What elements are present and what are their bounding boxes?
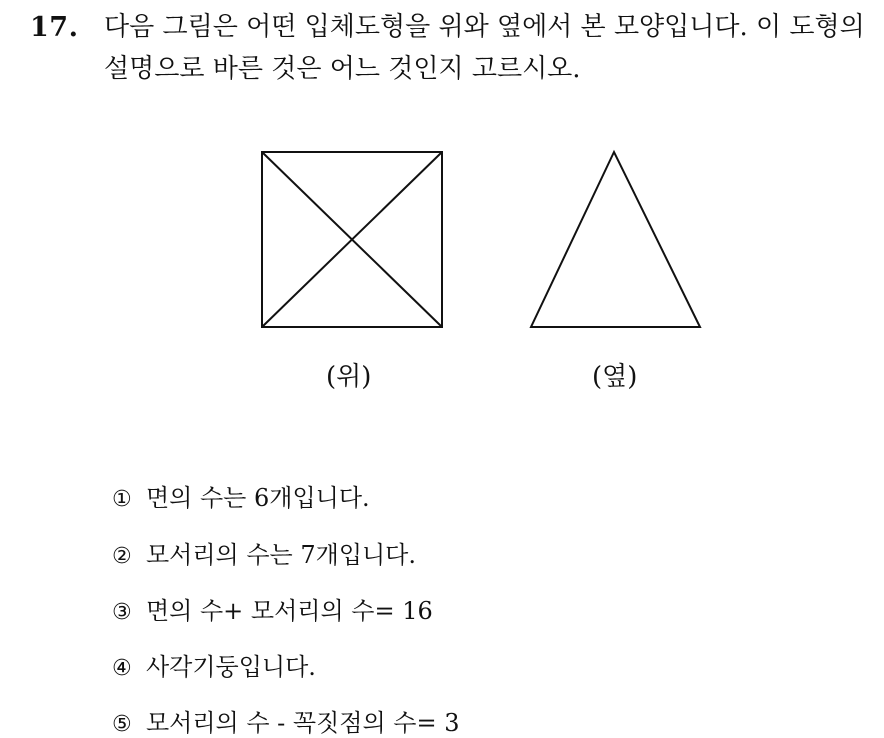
choice-5[interactable] xyxy=(112,703,459,738)
choice-4[interactable] xyxy=(112,647,316,682)
choice-2[interactable] xyxy=(112,535,416,570)
choice-4-text: 사각기둥입니다. xyxy=(146,653,316,681)
question-text-line-2: 설명으로 바른 것은 어느 것인지 고르시오. xyxy=(104,54,581,84)
top-view-label: (위) xyxy=(326,362,372,392)
question-number: 17. xyxy=(30,12,79,43)
choice-5-mark: ⑤ xyxy=(112,712,132,737)
choice-1[interactable] xyxy=(112,478,370,513)
question-text-line-1: 다음 그림은 어떤 입체도형을 위와 옆에서 본 모양입니다. 이 도형의 xyxy=(104,12,865,42)
top-view-figure xyxy=(262,152,442,327)
choice-4-mark: ④ xyxy=(112,656,132,681)
choice-2-text: 모서리의 수는 7개입니다. xyxy=(146,541,416,569)
choice-2-mark: ② xyxy=(112,544,132,569)
side-view-label: (옆) xyxy=(592,362,638,392)
choice-3-text: 면의 수+ 모서리의 수= 16 xyxy=(146,597,433,625)
choice-3-mark: ③ xyxy=(112,600,132,625)
side-view-figure xyxy=(531,152,700,327)
side-view-triangle xyxy=(531,152,700,327)
choice-1-text: 면의 수는 6개입니다. xyxy=(146,484,370,512)
choice-1-mark: ① xyxy=(112,487,132,512)
choice-3[interactable] xyxy=(112,591,433,626)
choice-5-text: 모서리의 수 - 꼭짓점의 수= 3 xyxy=(146,709,460,737)
